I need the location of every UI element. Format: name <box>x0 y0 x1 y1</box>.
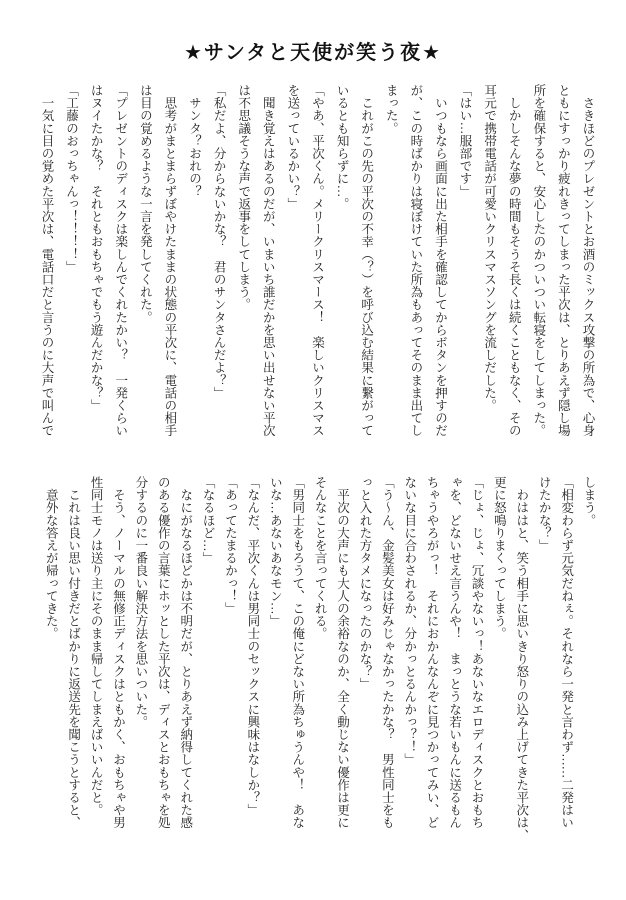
text-column: 「相変わらず元気だねぇ。それなら一発と言わず……二発はい <box>559 476 574 829</box>
text-column: 「あってたまるかっ！」 <box>223 476 238 615</box>
text-column: 「はい…服部です」 <box>458 84 473 198</box>
text-column: さきほどのプレゼントとお酒のミックス攻撃の所為で、心身 <box>581 84 595 437</box>
text-column: ともにすっかり疲れきってしまった平次は、とりあえず隠し場 <box>556 84 571 437</box>
text-column: 「工藤のおっちゃんっ！！！！」 <box>64 84 79 273</box>
text-column: のある優作の言葉にホッとした平次は、ディスとおもちゃを処 <box>156 476 171 829</box>
story-text-top-block <box>34 84 600 452</box>
text-column: ちゃうやろがっ！ それにおかんなんぞに見つかってみい、ど <box>425 476 440 829</box>
text-column: っと入れた方タメになったのかな？」 <box>357 476 372 691</box>
text-column: いな…あないあなモン…」 <box>268 476 283 628</box>
text-column: 所を確保すると、安心したのかついつい転寝をしてしまった。 <box>531 84 546 437</box>
text-column: いつもなら画面に出た相手を確認してからボタンを押すのだ <box>433 84 448 437</box>
text-column: 耳元で携帯電話が可愛いクリスマスソングを流しだした。 <box>482 84 497 412</box>
text-column: ないな目に合わされるか、分かっとるんかっ？！」 <box>402 476 417 766</box>
text-column: 「なるほど…」 <box>201 476 216 565</box>
text-column: 聞き覚えはあるのだが、いまいち誰だかを思い出せない平次 <box>261 84 276 437</box>
text-column: 「う〜ん、金髪美女は好みじゃなかったかな？ 男性同士をも <box>380 476 395 829</box>
text-column: 「プレゼントのディスクは楽しんでくれたかい？ 一発くらい <box>113 84 128 437</box>
text-column: しかしそんな夢の時間もそうそ長くは続くこともなく、その <box>507 84 522 437</box>
text-column: これがこの先の平次の不幸（？）を呼び込む結果に繋がって <box>359 84 374 437</box>
story-text-bottom-block <box>40 476 600 858</box>
text-column: 「じょ、じょ、冗談やないっ！あないなエロディスクとおもち <box>469 476 484 829</box>
text-column: 「やあ、平次くん。メリークリスマース！ 楽しいクリスマス <box>310 84 325 437</box>
text-column: なにがなるほどかは不明だが、とりあえず納得してくれた感 <box>178 476 193 829</box>
text-column: これは良い思い付きだとばかりに返送先を聞こうとすると、 <box>66 476 81 829</box>
text-column: を送っているかい？」 <box>285 84 300 210</box>
text-column: 分するのに一番良い解決方法を思いついた。 <box>133 476 148 728</box>
text-column: はヌイたかな？ それともおもちゃでもう遊んだかな？」 <box>89 84 104 412</box>
page-title: ★サンタと天使が笑う夜★ <box>183 40 443 64</box>
text-column: けたかな？」 <box>537 476 552 552</box>
text-column: ゃを、どないせえ言うんや！ まっとうな若いもんに送るもん <box>447 476 462 829</box>
text-column: まった。 <box>384 84 399 135</box>
text-column: 更に怒鳴りまくってしまう。 <box>492 476 507 640</box>
text-column: は目の覚めるような一言を発してくれた。 <box>138 84 153 324</box>
text-column: は不思議そうな声で返事をしてしまう。 <box>236 84 251 311</box>
text-column: 「男同士をもろうて、この俺にどない所為ちゅうんや！ あな <box>290 476 305 829</box>
text-column: が、この時ばかりは寝ぼけていた所為もあってそのまま出てし <box>408 84 423 437</box>
text-column: 思考がまとまらずぼやけたままの状態の平次に、電話の相手 <box>162 84 177 437</box>
text-column: いるとも知らずに…。 <box>335 84 350 210</box>
text-column: 「なんだ、平次くんは男同士のセックスに興味はなしか？」 <box>245 476 260 817</box>
text-column: 意外な答えが帰ってきた。 <box>44 476 59 640</box>
text-column: しまう。 <box>582 476 596 527</box>
text-column: 「私だよ、分からないかな？ 君のサンタさんだよ？」 <box>212 84 227 399</box>
text-column: そんなことを言ってくれる。 <box>313 476 328 640</box>
text-column: わははと、笑う相手に思いきり怒りの込み上げてきた平次は、 <box>514 476 529 842</box>
text-column: 性同士モノは送り主にそのまま帰してしまえばいいんだと。 <box>89 476 104 817</box>
text-column: そう、ノーマルの無修正ディスクはともかく、おもちゃや男 <box>111 476 126 829</box>
text-column: サンタ？おれの？ <box>187 84 202 198</box>
text-column: 平次の大声にも大人の余裕なのか、全く動じない優作は更に <box>335 476 350 829</box>
text-column: 一気に目の覚めた平次は、電話口だと言うのに大声で叫んで <box>39 84 54 437</box>
